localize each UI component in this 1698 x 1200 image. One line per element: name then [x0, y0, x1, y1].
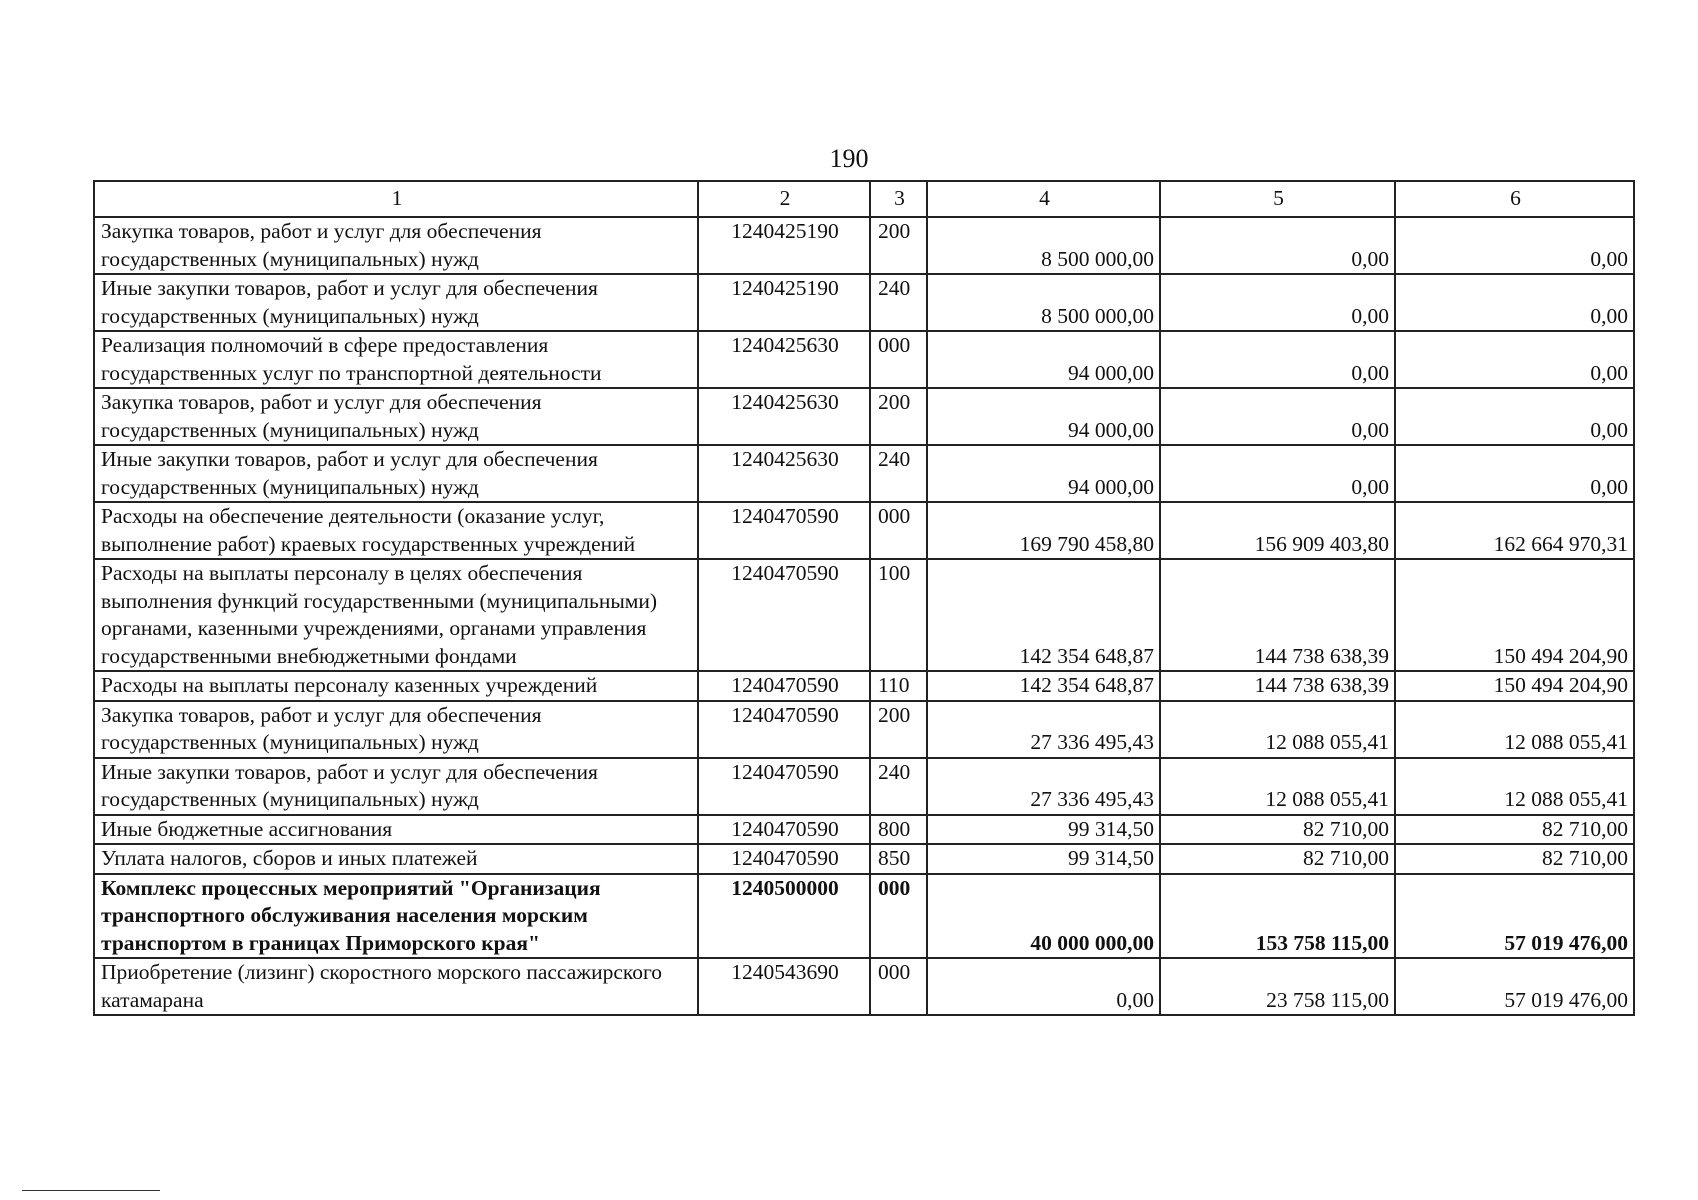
row-value-col6: 0,00 — [1395, 331, 1634, 388]
row-value-col6: 150 494 204,90 — [1395, 671, 1634, 701]
row-value-col4: 99 314,50 — [927, 815, 1160, 845]
row-value-col6: 0,00 — [1395, 445, 1634, 502]
table-row — [94, 701, 1634, 758]
row-value-col6: 82 710,00 — [1395, 815, 1634, 845]
row-value-col4: 94 000,00 — [927, 445, 1160, 502]
row-value-col4: 99 314,50 — [927, 844, 1160, 874]
table-row — [94, 559, 1634, 671]
row-value-col6: 57 019 476,00 — [1395, 958, 1634, 1015]
row-value-col6: 150 494 204,90 — [1395, 559, 1634, 671]
table-row — [94, 958, 1634, 1015]
row-type: 200 — [870, 701, 927, 758]
row-name: Приобретение (лизинг) скоростного морского пассажирского катамарана — [94, 958, 698, 1015]
row-value-col5: 82 710,00 — [1160, 844, 1395, 874]
row-name: Иные бюджетные ассигнования — [94, 815, 698, 845]
row-code: 1240470590 — [698, 502, 870, 559]
column-header-1: 1 — [94, 181, 698, 217]
row-value-col4: 27 336 495,43 — [927, 701, 1160, 758]
row-name: Расходы на обеспечение деятельности (оказание услуг, выполнение работ) краевых государственных учреждений — [94, 502, 698, 559]
table-row — [94, 388, 1634, 445]
row-name: Расходы на выплаты персоналу казенных учреждений — [94, 671, 698, 701]
row-code: 1240425190 — [698, 217, 870, 274]
row-type: 000 — [870, 502, 927, 559]
row-name: Иные закупки товаров, работ и услуг для обеспечения государственных (муниципальных) нужд — [94, 758, 698, 815]
row-value-col4: 142 354 648,87 — [927, 671, 1160, 701]
row-type: 850 — [870, 844, 927, 874]
row-type: 800 — [870, 815, 927, 845]
row-code: 1240425630 — [698, 331, 870, 388]
table-body — [94, 217, 1634, 1015]
table-row — [94, 502, 1634, 559]
row-name: Иные закупки товаров, работ и услуг для обеспечения государственных (муниципальных) нужд — [94, 445, 698, 502]
row-type: 000 — [870, 331, 927, 388]
row-type: 100 — [870, 559, 927, 671]
row-value-col5: 0,00 — [1160, 217, 1395, 274]
table-header — [94, 181, 1634, 217]
row-value-col4: 94 000,00 — [927, 331, 1160, 388]
row-name: Расходы на выплаты персоналу в целях обеспечения выполнения функций государственными (муниципальными) органами, казенными учреждениями, органами управления государственными внебюджетными фондами — [94, 559, 698, 671]
row-type: 110 — [870, 671, 927, 701]
row-value-col4: 27 336 495,43 — [927, 758, 1160, 815]
row-code: 1240425630 — [698, 388, 870, 445]
footnote-rule — [22, 1190, 160, 1191]
row-value-col5: 144 738 638,39 — [1160, 671, 1395, 701]
table-row — [94, 331, 1634, 388]
row-code: 1240470590 — [698, 758, 870, 815]
row-value-col5: 12 088 055,41 — [1160, 758, 1395, 815]
row-code: 1240470590 — [698, 671, 870, 701]
row-code: 1240470590 — [698, 844, 870, 874]
row-name: Реализация полномочий в сфере предоставления государственных услуг по транспортной деятельности — [94, 331, 698, 388]
row-value-col4: 94 000,00 — [927, 388, 1160, 445]
column-header-6: 6 — [1395, 181, 1634, 217]
row-value-col6: 57 019 476,00 — [1395, 874, 1634, 959]
row-value-col6: 0,00 — [1395, 274, 1634, 331]
row-value-col4: 0,00 — [927, 958, 1160, 1015]
row-name: Закупка товаров, работ и услуг для обеспечения государственных (муниципальных) нужд — [94, 701, 698, 758]
row-value-col5: 156 909 403,80 — [1160, 502, 1395, 559]
row-type: 200 — [870, 217, 927, 274]
table-row — [94, 274, 1634, 331]
table-row — [94, 815, 1634, 845]
row-value-col6: 12 088 055,41 — [1395, 758, 1634, 815]
column-header-2: 2 — [698, 181, 870, 217]
column-header-4: 4 — [927, 181, 1160, 217]
header-row — [94, 181, 1634, 217]
row-code: 1240470590 — [698, 815, 870, 845]
row-value-col6: 12 088 055,41 — [1395, 701, 1634, 758]
table-row — [94, 758, 1634, 815]
table-row — [94, 445, 1634, 502]
row-type: 000 — [870, 874, 927, 959]
row-code: 1240470590 — [698, 701, 870, 758]
row-value-col5: 0,00 — [1160, 388, 1395, 445]
row-name: Закупка товаров, работ и услуг для обеспечения государственных (муниципальных) нужд — [94, 388, 698, 445]
row-value-col6: 162 664 970,31 — [1395, 502, 1634, 559]
row-value-col5: 82 710,00 — [1160, 815, 1395, 845]
row-value-col6: 0,00 — [1395, 388, 1634, 445]
row-value-col5: 144 738 638,39 — [1160, 559, 1395, 671]
row-type: 000 — [870, 958, 927, 1015]
row-code: 1240470590 — [698, 559, 870, 671]
row-value-col5: 23 758 115,00 — [1160, 958, 1395, 1015]
row-value-col4: 40 000 000,00 — [927, 874, 1160, 959]
column-header-5: 5 — [1160, 181, 1395, 217]
table-row — [94, 217, 1634, 274]
row-name: Иные закупки товаров, работ и услуг для обеспечения государственных (муниципальных) нужд — [94, 274, 698, 331]
row-code: 1240425190 — [698, 274, 870, 331]
row-name: Уплата налогов, сборов и иных платежей — [94, 844, 698, 874]
row-value-col4: 8 500 000,00 — [927, 217, 1160, 274]
row-value-col5: 153 758 115,00 — [1160, 874, 1395, 959]
page-number: 190 — [829, 144, 869, 173]
row-value-col4: 142 354 648,87 — [927, 559, 1160, 671]
row-value-col5: 12 088 055,41 — [1160, 701, 1395, 758]
row-value-col4: 8 500 000,00 — [927, 274, 1160, 331]
row-type: 200 — [870, 388, 927, 445]
row-value-col6: 0,00 — [1395, 217, 1634, 274]
row-value-col6: 82 710,00 — [1395, 844, 1634, 874]
row-type: 240 — [870, 274, 927, 331]
budget-table — [93, 180, 1635, 1016]
row-code: 1240425630 — [698, 445, 870, 502]
row-code: 1240543690 — [698, 958, 870, 1015]
row-value-col5: 0,00 — [1160, 331, 1395, 388]
table-row — [94, 671, 1634, 701]
column-header-3: 3 — [870, 181, 927, 217]
row-type: 240 — [870, 758, 927, 815]
row-type: 240 — [870, 445, 927, 502]
table-row — [94, 844, 1634, 874]
row-name: Комплекс процессных мероприятий "Организация транспортного обслуживания населения морским транспортом в границах Приморского края" — [94, 874, 698, 959]
row-value-col5: 0,00 — [1160, 274, 1395, 331]
row-value-col5: 0,00 — [1160, 445, 1395, 502]
row-code: 1240500000 — [698, 874, 870, 959]
table-row — [94, 874, 1634, 959]
row-name: Закупка товаров, работ и услуг для обеспечения государственных (муниципальных) нужд — [94, 217, 698, 274]
row-value-col4: 169 790 458,80 — [927, 502, 1160, 559]
